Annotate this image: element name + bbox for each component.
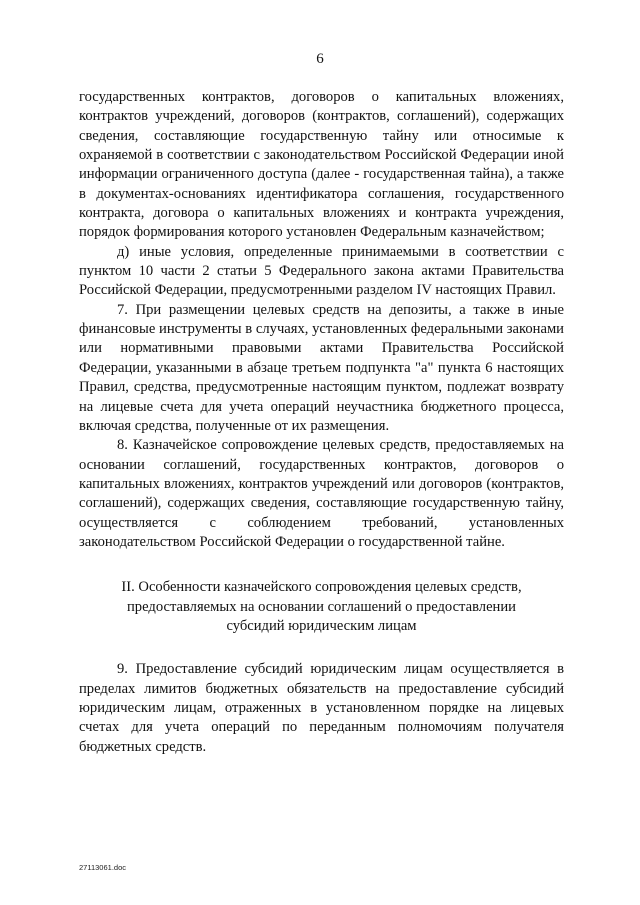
footer-filename: 27113061.doc xyxy=(79,863,126,872)
paragraph-item-d: д) иные условия, определенные принимаемыми в соответствии с пунктом 10 части 2 статьи 5 Федерального закона актами Правительства Российской Федерации, предусмотренными разделом IV настоящих Правил. xyxy=(79,243,564,299)
paragraph-item-7: 7. При размещении целевых средств на депозиты, а также в иные финансовые инструменты в случаях, установленных федеральными законами или нормативными правовыми актами Правительства Российской Федерации, указанными в абзаце третьем подпункта "а" пункта 6 настоящих Правил, средства, предусмотренные настоящим пунктом, подлежат возврату на лицевые счета для учета операций неучастника бюджетного процесса, включая средства, полученные от их размещения. xyxy=(79,301,564,434)
paragraph-item-8: 8. Казначейское сопровождение целевых средств, предоставляемых на основании соглашений, государственных контрактов, договоров о капитальных вложениях, контрактов учреждений или договоров (контрактов, соглашений), содержащих сведения, составляющие государственную тайну, осуществляется с соблюдением требований, установленных законодательством Российской Федерации о государственной тайне. xyxy=(79,437,564,550)
document-body xyxy=(79,88,564,757)
paragraph-continuation: государственных контрактов, договоров о капитальных вложениях, контрактов учреждений, договоров (контрактов, соглашений), содержащих сведения, составляющие государственную тайну или относимые к охраняемой в соответствии с законодательством Российской Федерации иной информации ограниченного доступа (далее - государственная тайна), а также в документах-основаниях идентификатора соглашения, государственного контракта, договора о капитальных вложениях и контракта учреждения, порядок формирования которого установлен Федеральным казначейством; xyxy=(79,89,564,241)
section-heading-line: предоставляемых на основании соглашений о предоставлении xyxy=(127,598,516,615)
section-heading-line: II. Особенности казначейского сопровождения целевых средств, xyxy=(121,579,522,596)
section-heading-line: субсидий юридическим лицам xyxy=(226,617,417,634)
section-heading xyxy=(79,578,564,636)
page-number: 6 xyxy=(316,51,324,67)
paragraph-item-9: 9. Предоставление субсидий юридическим лицам осуществляется в пределах лимитов бюджетных обязательств на предоставление субсидий юридическим лицам, отраженных в установленном порядке на лицевых счетах для учета операций по переданным полномочиям получателя бюджетных средств. xyxy=(79,661,564,755)
